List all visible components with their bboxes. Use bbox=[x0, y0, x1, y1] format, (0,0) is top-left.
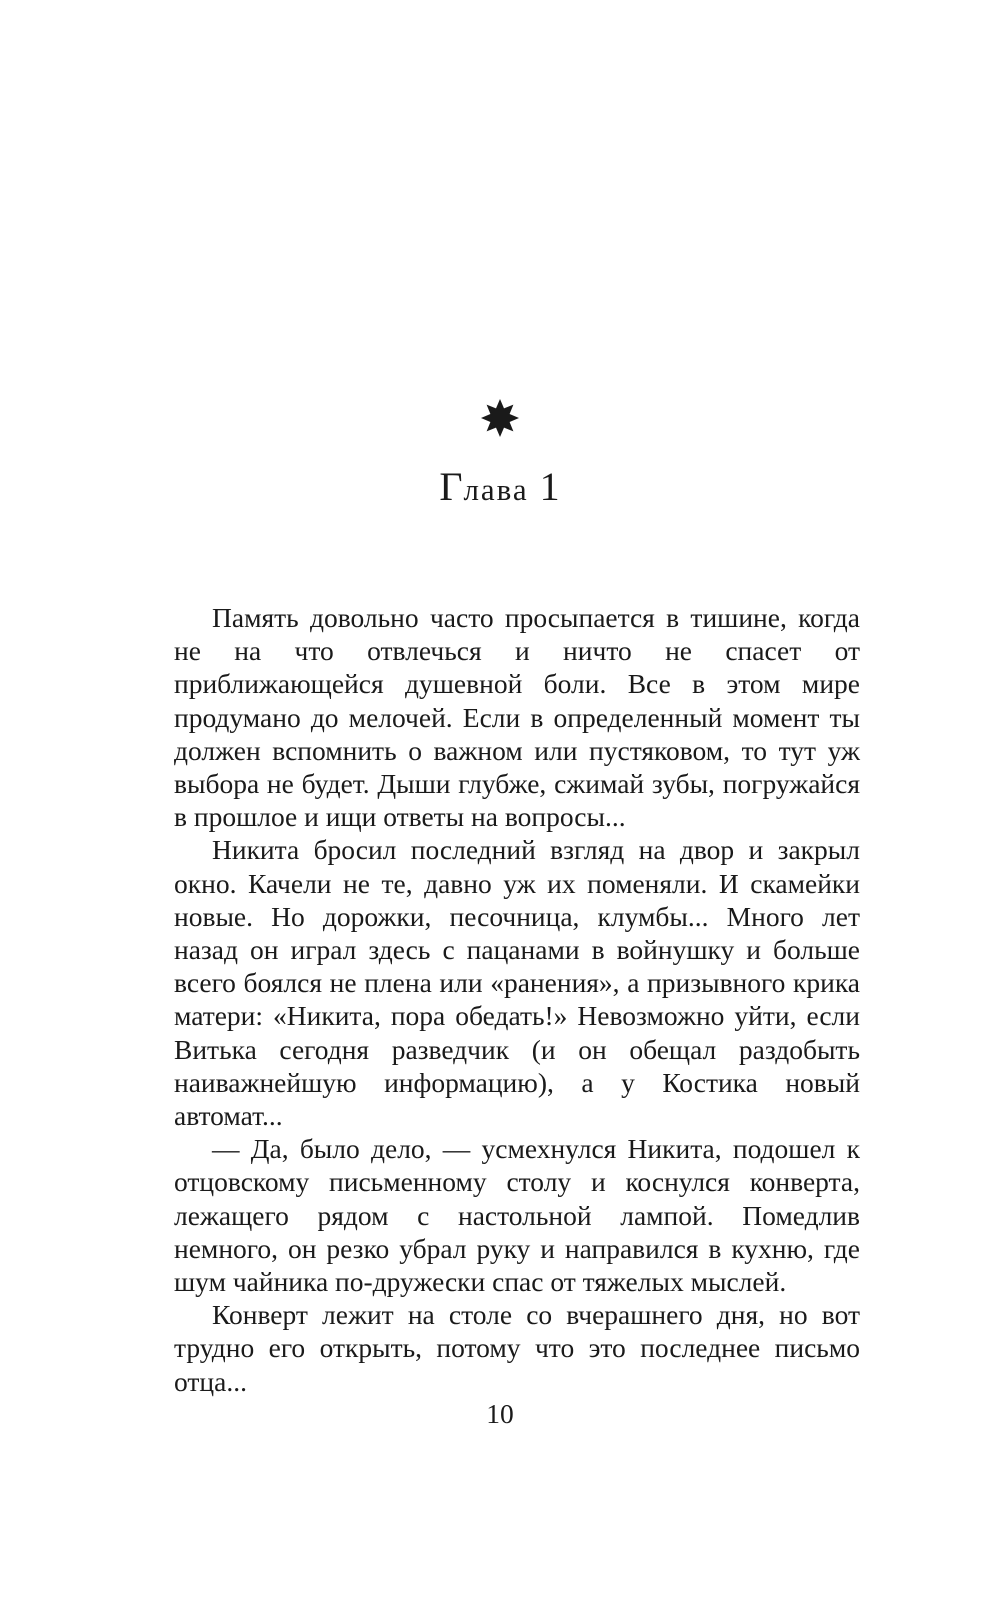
star-shape bbox=[481, 399, 519, 437]
chapter-body bbox=[174, 601, 860, 1398]
page-number: 10 bbox=[486, 1398, 514, 1429]
paragraph: Память довольно часто просыпается в тишине, когда не на что отвлечься и ничто не спасет от приближающейся душевной боли. Все в этом мире продумано до мелочей. Если в определенный момент ты должен вспомнить о важном или пустяковом, то тут уж выбора не будет. Дыши глубже, сжимай зубы, погружайся в прошлое и ищи ответы на вопросы... bbox=[174, 602, 860, 833]
chapter-title-word: лава bbox=[463, 472, 529, 507]
chapter-title bbox=[0, 462, 1000, 515]
eight-point-star-icon bbox=[480, 398, 520, 438]
chapter-title-initial: Г bbox=[439, 464, 464, 509]
chapter-number: 1 bbox=[539, 464, 561, 509]
paragraph: — Да, было дело, — усмехнулся Никита, подошел к отцовскому письменному столу и коснулся конверта, лежащего рядом с настольной лампой. Помедлив немного, он резко убрал руку и направился в кухню, где шум чайника по-дружески спас от тяжелых мыслей. bbox=[174, 1133, 860, 1298]
paragraph: Никита бросил последний взгляд на двор и закрыл окно. Качели не те, давно уж их поменяли. И скамейки новые. Но дорожки, песочница, клумбы... Много лет назад он играл здесь с пацанами в войнушку и больше всего боялся не плена или «ранения», а призывного крика матери: «Никита, пора обедать!» Невозможно уйти, если Витька сегодня разведчик (и он обещал раздобыть наиважнейшую информацию), а у Костика новый автомат... bbox=[174, 834, 860, 1132]
chapter-ornament bbox=[0, 396, 1000, 440]
paragraph: Конверт лежит на столе со вчерашнего дня, но вот трудно его открыть, потому что это последнее письмо отца... bbox=[174, 1299, 860, 1397]
